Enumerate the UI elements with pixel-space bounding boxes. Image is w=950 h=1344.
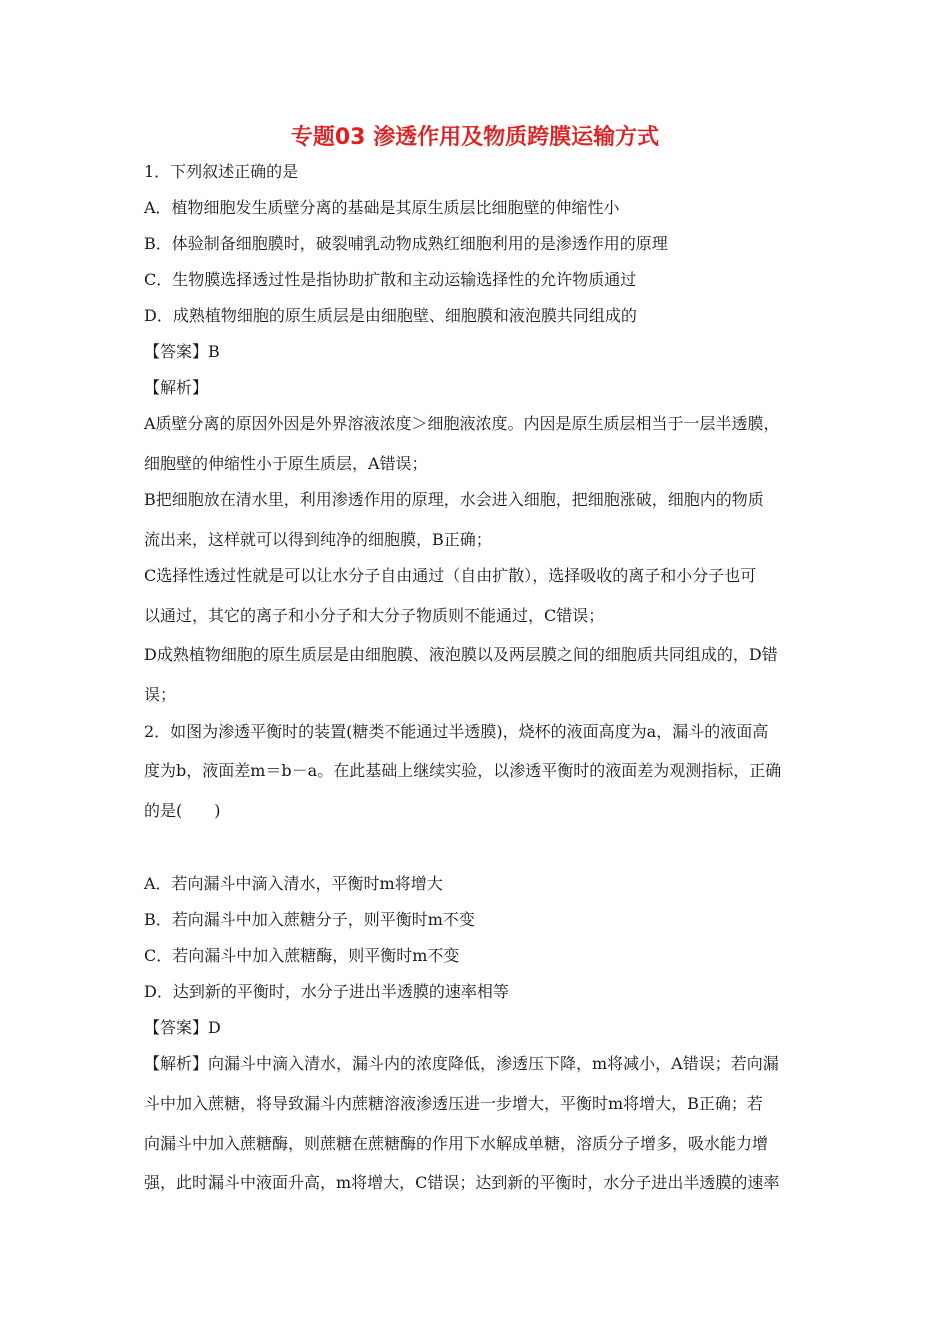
question-2-option-d: D．达到新的平衡时，水分子进出半透膜的速率相等 (144, 982, 509, 1001)
question-1-stem: 1．下列叙述正确的是 (144, 162, 299, 181)
question-1-option-a: A．植物细胞发生质壁分离的基础是其原生质层比细胞壁的伸缩性小 (144, 198, 620, 217)
question-2-option-c: C．若向漏斗中加入蔗糖酶，则平衡时m不变 (144, 946, 460, 965)
analysis-line: B把细胞放在清水里，利用渗透作用的原理，水会进入细胞，把细胞涨破，细胞内的物质 (144, 490, 764, 509)
analysis-line: 流出来，这样就可以得到纯净的细胞膜，B正确； (144, 530, 492, 549)
question-2-analysis: 向漏斗中加入蔗糖酶，则蔗糖在蔗糖酶的作用下水解成单糖，溶质分子增多，吸水能力增 (144, 1134, 769, 1153)
analysis-line: 误； (144, 685, 177, 704)
analysis-line: C选择性透过性就是可以让水分子自由通过（自由扩散），选择吸收的离子和小分子也可 (144, 566, 757, 585)
question-1-option-c: C．生物膜选择透过性是指协助扩散和主动运输选择性的允许物质通过 (144, 270, 637, 289)
analysis-line: 细胞壁的伸缩性小于原生质层，A错误； (144, 454, 428, 473)
analysis-line: D成熟植物细胞的原生质层是由细胞膜、液泡膜以及两层膜之间的细胞质共同组成的，D错 (144, 645, 778, 664)
question-2-analysis: 【解析】向漏斗中滴入清水，漏斗内的浓度降低，渗透压下降，m将减小，A错误；若向漏 (144, 1054, 779, 1073)
question-2-option-a: A．若向漏斗中滴入清水，平衡时m将增大 (144, 874, 443, 893)
question-2-option-b: B．若向漏斗中加入蔗糖分子，则平衡时m不变 (144, 910, 475, 929)
question-2-stem: 2．如图为渗透平衡时的装置(糖类不能通过半透膜)，烧杯的液面高度为a，漏斗的液面高 (144, 722, 769, 741)
question-2-analysis: 斗中加入蔗糖，将导致漏斗内蔗糖溶液渗透压进一步增大，平衡时m将增大，B正确；若 (144, 1094, 763, 1113)
question-1-analysis-heading: 【解析】 (144, 378, 209, 397)
analysis-line: 以通过，其它的离子和小分子和大分子物质则不能通过，C错误； (144, 606, 605, 625)
question-1-answer: 【答案】B (144, 342, 220, 361)
question-2-analysis: 强，此时漏斗中液面升高，m将增大，C错误；达到新的平衡时，水分子进出半透膜的速率 (144, 1173, 780, 1192)
question-2-answer: 【答案】D (144, 1018, 221, 1037)
question-2-stem: 的是( ) (144, 801, 221, 820)
question-1-option-d: D．成熟植物细胞的原生质层是由细胞壁、细胞膜和液泡膜共同组成的 (144, 306, 637, 325)
analysis-line: A质壁分离的原因外因是外界溶液浓度＞细胞液浓度。内因是原生质层相当于一层半透膜， (144, 414, 780, 433)
question-1-option-b: B．体验制备细胞膜时，破裂哺乳动物成熟红细胞利用的是渗透作用的原理 (144, 234, 668, 253)
question-2-stem: 度为b，液面差m＝b－a。在此基础上继续实验，以渗透平衡时的液面差为观测指标，正确 (144, 761, 782, 780)
document-title: 专题03 渗透作用及物质跨膜运输方式 (290, 125, 660, 150)
